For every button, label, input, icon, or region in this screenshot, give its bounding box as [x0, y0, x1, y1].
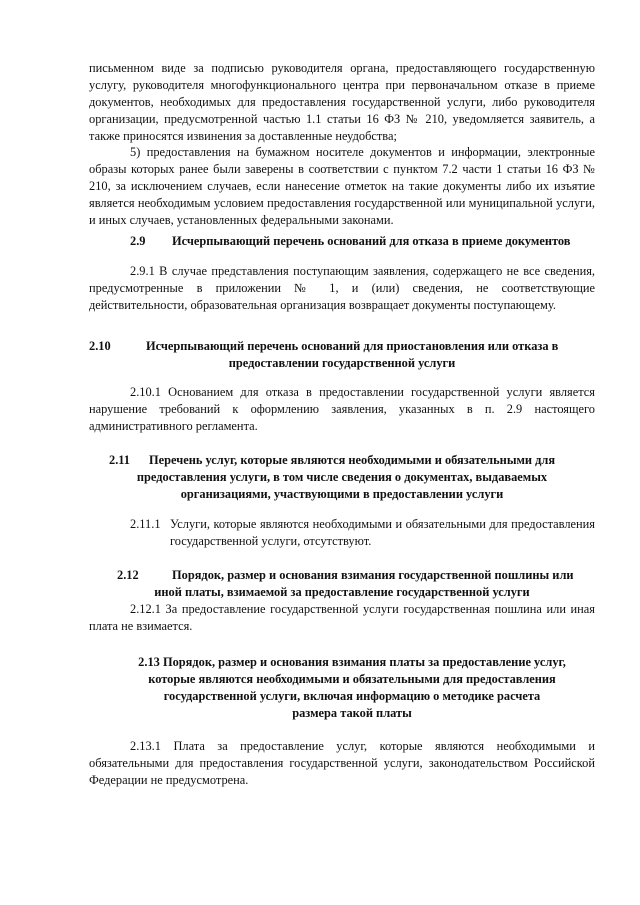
section-2-13-title-line1: 2.13 Порядок, размер и основания взимания платы за предоставление услуг,: [138, 655, 566, 669]
paragraph-2-13-1: 2.13.1 Плата за предоставление услуг, которые являются необходимыми и обязательными для предоставления государственной услуги, законодательством Российской Федерации не предусмотрена.: [89, 739, 595, 787]
section-2-9-title: Исчерпывающий перечень оснований для отказа в приеме документов: [172, 234, 571, 248]
section-2-11-title-line3: организациями, участвующими в предоставлении услуги: [180, 487, 504, 501]
section-2-11-number: 2.11: [109, 453, 130, 467]
paragraph-2-10-1: 2.10.1 Основанием для отказа в предоставлении государственной услуги является нарушение требований к оформлению заявления, указанных в п. 2.9 настоящего административного регламента.: [89, 385, 595, 433]
section-2-13-title-line3: государственной услуги, включая информацию о методике расчета: [163, 689, 541, 703]
section-2-10-title-line2: предоставлении государственной услуги: [228, 356, 456, 370]
section-2-11-title-line2: предоставления услуги, в том числе сведения о документах, выдаваемых: [136, 470, 548, 484]
section-2-10-number: 2.10: [89, 339, 111, 353]
paragraph-item-5: 5) предоставления на бумажном носителе документов и информации, электронные образы которых ранее были заверены в соответствии с пунктом 7.2 части 1 статьи 16 ФЗ № 210, за исключением случаев, если нанесение отметок на такие документы либо их изъятие является необходимым условием предоставления государственной или муниципальной услуги, и иных случаев, установленных федеральными законами.: [89, 145, 595, 227]
paragraph-continuation: письменном виде за подписью руководителя органа, предоставляющего государственную услугу, руководителя многофункционального центра при первоначальном отказе в приеме документов, необходимых для предоставления государственной услуги, либо руководителя организации, предусмотренной частью 1.1 статьи 16 ФЗ № 210, уведомляется заявитель, а также приносятся извинения за доставленные неудобства;: [89, 61, 595, 143]
paragraph-2-12-1: 2.12.1 За предоставление государственной услуги государственная пошлина или иная плата не взимается.: [89, 602, 595, 633]
section-2-12-title-line1: Порядок, размер и основания взимания государственной пошлины или: [172, 568, 574, 582]
section-2-10-title-line1: Исчерпывающий перечень оснований для приостановления или отказа в: [146, 339, 559, 353]
section-2-9-number: 2.9: [130, 234, 146, 248]
paragraph-2-9-1: 2.9.1 В случае представления поступающим заявления, содержащего не все сведения, предусмотренные в приложении № 1, и (или) сведения, не соответствующие действительности, образовательная организация возвращает документы поступающему.: [89, 264, 595, 312]
paragraph-2-11-1-number: 2.11.1: [130, 517, 161, 531]
paragraph-2-11-1: Услуги, которые являются необходимыми и обязательными для предоставления государственной услуги, отсутствуют.: [170, 517, 595, 548]
section-2-12-number: 2.12: [117, 568, 139, 582]
section-2-11-title-line1: Перечень услуг, которые являются необходимыми и обязательными для: [149, 453, 556, 467]
section-2-12-title-line2: иной платы, взимаемой за предоставление государственной услуги: [154, 585, 530, 599]
section-2-13-title-line2: которые являются необходимыми и обязательными для предоставления: [148, 672, 556, 686]
section-2-13-title-line4: размера такой платы: [292, 706, 412, 720]
